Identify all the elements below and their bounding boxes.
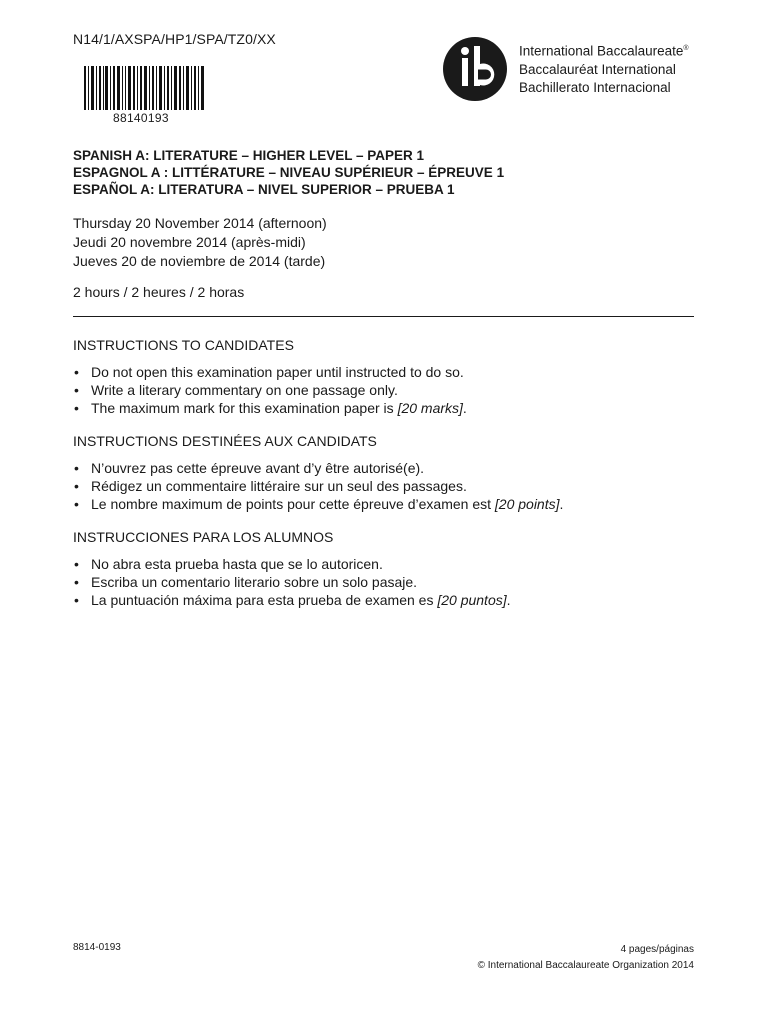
instructions-fr [73,433,563,513]
list-item: • The maximum mark for this examination paper is [20 marks]. [74,400,467,416]
barcode-number: 88140193 [113,111,169,125]
ib-logo [442,36,702,102]
paper-titles [73,147,504,198]
exam-duration: 2 hours / 2 heures / 2 horas [73,284,245,300]
instructions-list [73,555,511,609]
list-item: • La puntuación máxima para esta prueba de examen es [20 puntos]. [74,592,511,608]
paper-code: N14/1/AXSPA/HP1/SPA/TZ0/XX [73,31,276,47]
ib-logo-names [519,40,689,97]
list-item: • Escriba un comentario literario sobre un solo pasaje. [74,574,418,590]
exam-dates [73,214,327,271]
date-es: Jueves 20 de noviembre de 2014 (tarde) [73,253,326,269]
title-fr: ESPAGNOL A : LITTÉRATURE – NIVEAU SUPÉRIEUR – ÉPREUVE 1 [73,165,505,180]
barcode-image [84,66,204,110]
divider [73,316,694,317]
logo-line-fr: Baccalauréat International [519,61,676,77]
list-item: • Do not open this examination paper until instructed to do so. [74,364,464,380]
instructions-heading: INSTRUCCIONES PARA LOS ALUMNOS [73,529,334,545]
logo-line-en: International Baccalaureate® [519,43,689,59]
title-es: ESPAÑOL A: LITERATURA – NIVEL SUPERIOR – PRUEBA 1 [73,182,455,197]
title-en: SPANISH A: LITERATURE – HIGHER LEVEL – PAPER 1 [73,148,425,163]
instructions-list [73,459,563,513]
footer-info [478,942,694,974]
instructions-en [73,337,467,417]
instructions-heading: INSTRUCTIONS DESTINÉES AUX CANDIDATS [73,433,377,449]
copyright: © International Baccalaureate Organization 2014 [477,960,694,971]
list-item: • Rédigez un commentaire littéraire sur un seul des passages. [74,478,467,494]
list-item: • N’ouvrez pas cette épreuve avant d’y être autorisé(e). [74,460,425,476]
date-en: Thursday 20 November 2014 (afternoon) [73,215,327,231]
barcode [84,66,204,125]
instructions-heading: INSTRUCTIONS TO CANDIDATES [73,337,294,353]
list-item: • Le nombre maximum de points pour cette épreuve d’examen est [20 points]. [74,496,564,512]
list-item: • Write a literary commentary on one passage only. [74,382,398,398]
instructions-es [73,529,511,609]
instructions-list [73,363,467,417]
ib-logo-icon [442,36,508,102]
page-count: 4 pages/páginas [620,944,694,955]
logo-line-es: Bachillerato Internacional [519,79,671,95]
list-item: • No abra esta prueba hasta que se lo autoricen. [74,556,383,572]
footer-code: 8814-0193 [73,942,121,953]
date-fr: Jeudi 20 novembre 2014 (après-midi) [73,234,306,250]
